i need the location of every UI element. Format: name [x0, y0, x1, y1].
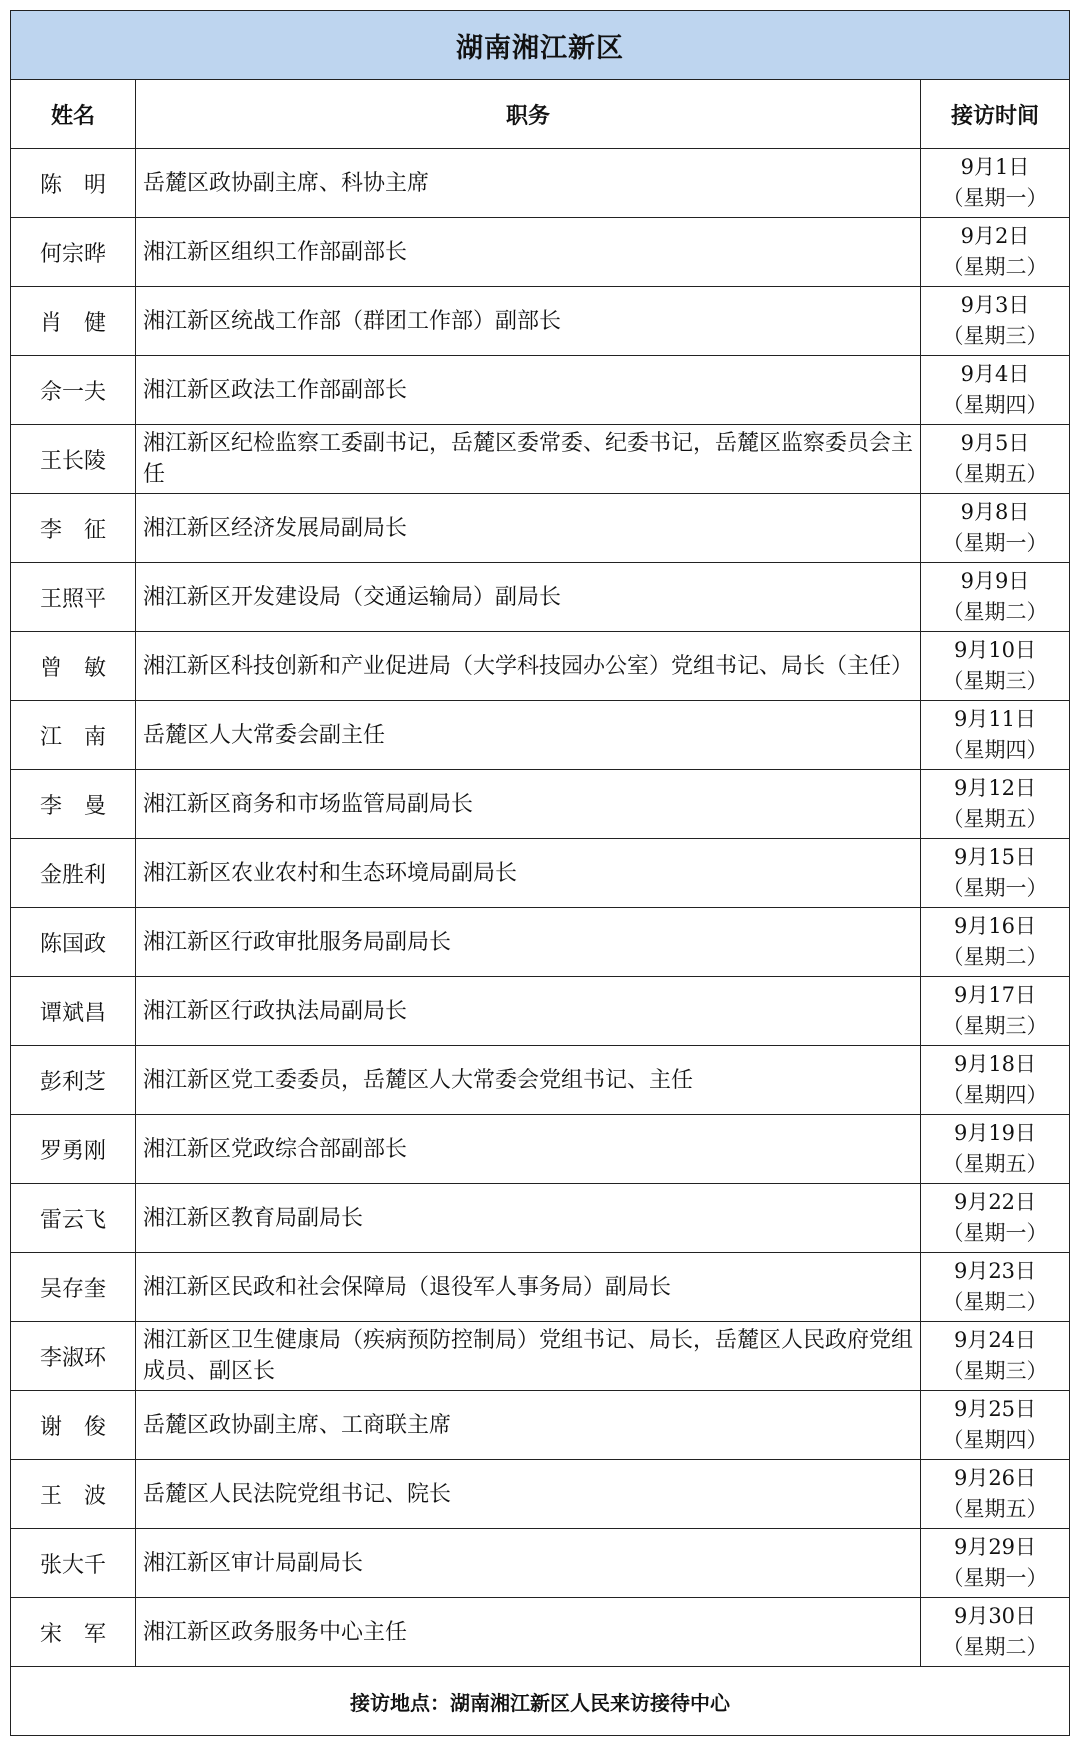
reception-date: 9月5日 [960, 431, 1030, 455]
table-row [11, 1115, 1070, 1184]
reception-weekday: （星期三） [942, 1014, 1048, 1038]
table-row [11, 1598, 1070, 1667]
reception-time [921, 908, 1070, 977]
reception-time [921, 632, 1070, 701]
reception-date: 9月15日 [953, 845, 1037, 869]
reception-weekday: （星期一） [942, 1221, 1048, 1245]
reception-weekday: （星期五） [942, 1497, 1048, 1521]
reception-time [921, 1598, 1070, 1667]
official-name: 曾 敏 [11, 632, 136, 701]
reception-weekday: （星期五） [942, 1152, 1048, 1176]
reception-date: 9月19日 [953, 1121, 1037, 1145]
official-name: 王长陵 [11, 425, 136, 494]
reception-date: 9月3日 [960, 293, 1030, 317]
official-name: 陈国政 [11, 908, 136, 977]
official-duty: 湘江新区政务服务中心主任 [136, 1598, 921, 1667]
table-row [11, 1253, 1070, 1322]
reception-time [921, 1184, 1070, 1253]
official-duty: 湘江新区行政审批服务局副局长 [136, 908, 921, 977]
reception-time [921, 1322, 1070, 1391]
reception-weekday: （星期三） [942, 669, 1048, 693]
official-name: 宋 军 [11, 1598, 136, 1667]
reception-date: 9月24日 [953, 1328, 1037, 1352]
reception-weekday: （星期一） [942, 531, 1048, 555]
reception-date: 9月12日 [953, 776, 1037, 800]
header-row [11, 80, 1070, 149]
reception-date: 9月8日 [960, 500, 1030, 524]
table-row [11, 1322, 1070, 1391]
reception-weekday: （星期二） [942, 945, 1048, 969]
official-duty: 湘江新区教育局副局长 [136, 1184, 921, 1253]
reception-date: 9月9日 [960, 569, 1030, 593]
reception-date: 9月22日 [953, 1190, 1037, 1214]
reception-time [921, 1046, 1070, 1115]
reception-time [921, 977, 1070, 1046]
table-row [11, 770, 1070, 839]
table-row [11, 701, 1070, 770]
official-duty: 湘江新区党政综合部副部长 [136, 1115, 921, 1184]
official-duty: 岳麓区政协副主席、工商联主席 [136, 1391, 921, 1460]
official-duty: 湘江新区组织工作部副部长 [136, 218, 921, 287]
official-duty: 湘江新区纪检监察工委副书记，岳麓区委常委、纪委书记，岳麓区监察委员会主任 [136, 425, 921, 494]
official-duty: 湘江新区行政执法局副局长 [136, 977, 921, 1046]
official-name: 江 南 [11, 701, 136, 770]
reception-date: 9月2日 [960, 224, 1030, 248]
reception-time [921, 1460, 1070, 1529]
reception-time [921, 218, 1070, 287]
official-name: 王 波 [11, 1460, 136, 1529]
official-name: 李 曼 [11, 770, 136, 839]
reception-weekday: （星期二） [942, 600, 1048, 624]
official-duty: 湘江新区党工委委员，岳麓区人大常委会党组书记、主任 [136, 1046, 921, 1115]
reception-weekday: （星期三） [942, 1359, 1048, 1383]
official-duty: 湘江新区卫生健康局（疾病预防控制局）党组书记、局长，岳麓区人民政府党组成员、副区长 [136, 1322, 921, 1391]
reception-date: 9月18日 [953, 1052, 1037, 1076]
reception-time [921, 839, 1070, 908]
table-row [11, 356, 1070, 425]
reception-time [921, 1391, 1070, 1460]
official-duty: 湘江新区开发建设局（交通运输局）副局长 [136, 563, 921, 632]
reception-weekday: （星期五） [942, 462, 1048, 486]
reception-date: 9月30日 [953, 1604, 1037, 1628]
header-duty: 职务 [136, 80, 921, 149]
official-name: 肖 健 [11, 287, 136, 356]
reception-date: 9月29日 [953, 1535, 1037, 1559]
table-row [11, 632, 1070, 701]
official-duty: 岳麓区人民法院党组书记、院长 [136, 1460, 921, 1529]
official-name: 陈 明 [11, 149, 136, 218]
official-name: 罗勇刚 [11, 1115, 136, 1184]
table-row [11, 425, 1070, 494]
reception-time [921, 701, 1070, 770]
official-duty: 岳麓区人大常委会副主任 [136, 701, 921, 770]
reception-weekday: （星期一） [942, 186, 1048, 210]
reception-location: 接访地点：湖南湘江新区人民来访接待中心 [11, 1667, 1070, 1736]
reception-time [921, 494, 1070, 563]
official-name: 谢 俊 [11, 1391, 136, 1460]
reception-date: 9月26日 [953, 1466, 1037, 1490]
official-name: 李 征 [11, 494, 136, 563]
official-name: 王照平 [11, 563, 136, 632]
reception-weekday: （星期二） [942, 1635, 1048, 1659]
reception-date: 9月1日 [960, 155, 1030, 179]
table-row [11, 1460, 1070, 1529]
reception-time [921, 287, 1070, 356]
official-duty: 湘江新区审计局副局长 [136, 1529, 921, 1598]
reception-time [921, 1253, 1070, 1322]
reception-weekday: （星期四） [942, 1428, 1048, 1452]
table-row [11, 1184, 1070, 1253]
footer-row [11, 1667, 1070, 1736]
reception-time [921, 563, 1070, 632]
reception-date: 9月25日 [953, 1397, 1037, 1421]
reception-date: 9月16日 [953, 914, 1037, 938]
official-duty: 湘江新区商务和市场监管局副局长 [136, 770, 921, 839]
official-name: 谭斌昌 [11, 977, 136, 1046]
official-name: 金胜利 [11, 839, 136, 908]
official-duty: 湘江新区经济发展局副局长 [136, 494, 921, 563]
reception-date: 9月23日 [953, 1259, 1037, 1283]
table-row [11, 149, 1070, 218]
table-row [11, 218, 1070, 287]
official-duty: 湘江新区民政和社会保障局（退役军人事务局）副局长 [136, 1253, 921, 1322]
official-name: 佘一夫 [11, 356, 136, 425]
official-name: 李淑环 [11, 1322, 136, 1391]
table-row [11, 1046, 1070, 1115]
reception-time [921, 1115, 1070, 1184]
reception-date: 9月11日 [953, 707, 1037, 731]
official-name: 吴存奎 [11, 1253, 136, 1322]
official-duty: 岳麓区政协副主席、科协主席 [136, 149, 921, 218]
reception-weekday: （星期二） [942, 255, 1048, 279]
reception-weekday: （星期四） [942, 393, 1048, 417]
official-duty: 湘江新区政法工作部副部长 [136, 356, 921, 425]
table-row [11, 839, 1070, 908]
table-row [11, 287, 1070, 356]
reception-date: 9月4日 [960, 362, 1030, 386]
official-duty: 湘江新区农业农村和生态环境局副局长 [136, 839, 921, 908]
reception-weekday: （星期四） [942, 1083, 1048, 1107]
reception-time [921, 149, 1070, 218]
table-row [11, 977, 1070, 1046]
reception-date: 9月17日 [953, 983, 1037, 1007]
official-name: 何宗晔 [11, 218, 136, 287]
reception-date: 9月10日 [953, 638, 1037, 662]
table-row [11, 494, 1070, 563]
header-time: 接访时间 [921, 80, 1070, 149]
table-row [11, 908, 1070, 977]
reception-weekday: （星期一） [942, 1566, 1048, 1590]
official-name: 张大千 [11, 1529, 136, 1598]
reception-time [921, 425, 1070, 494]
reception-weekday: （星期一） [942, 876, 1048, 900]
reception-time [921, 1529, 1070, 1598]
header-name: 姓名 [11, 80, 136, 149]
reception-time [921, 356, 1070, 425]
reception-weekday: （星期五） [942, 807, 1048, 831]
table-title: 湖南湘江新区 [11, 11, 1070, 80]
official-name: 雷云飞 [11, 1184, 136, 1253]
reception-weekday: （星期四） [942, 738, 1048, 762]
official-duty: 湘江新区科技创新和产业促进局（大学科技园办公室）党组书记、局长（主任） [136, 632, 921, 701]
reception-weekday: （星期三） [942, 324, 1048, 348]
official-duty: 湘江新区统战工作部（群团工作部）副部长 [136, 287, 921, 356]
title-row [11, 11, 1070, 80]
table-row [11, 1529, 1070, 1598]
reception-weekday: （星期二） [942, 1290, 1048, 1314]
reception-schedule-table [10, 10, 1070, 1736]
reception-time [921, 770, 1070, 839]
table-row [11, 563, 1070, 632]
table-row [11, 1391, 1070, 1460]
official-name: 彭利芝 [11, 1046, 136, 1115]
